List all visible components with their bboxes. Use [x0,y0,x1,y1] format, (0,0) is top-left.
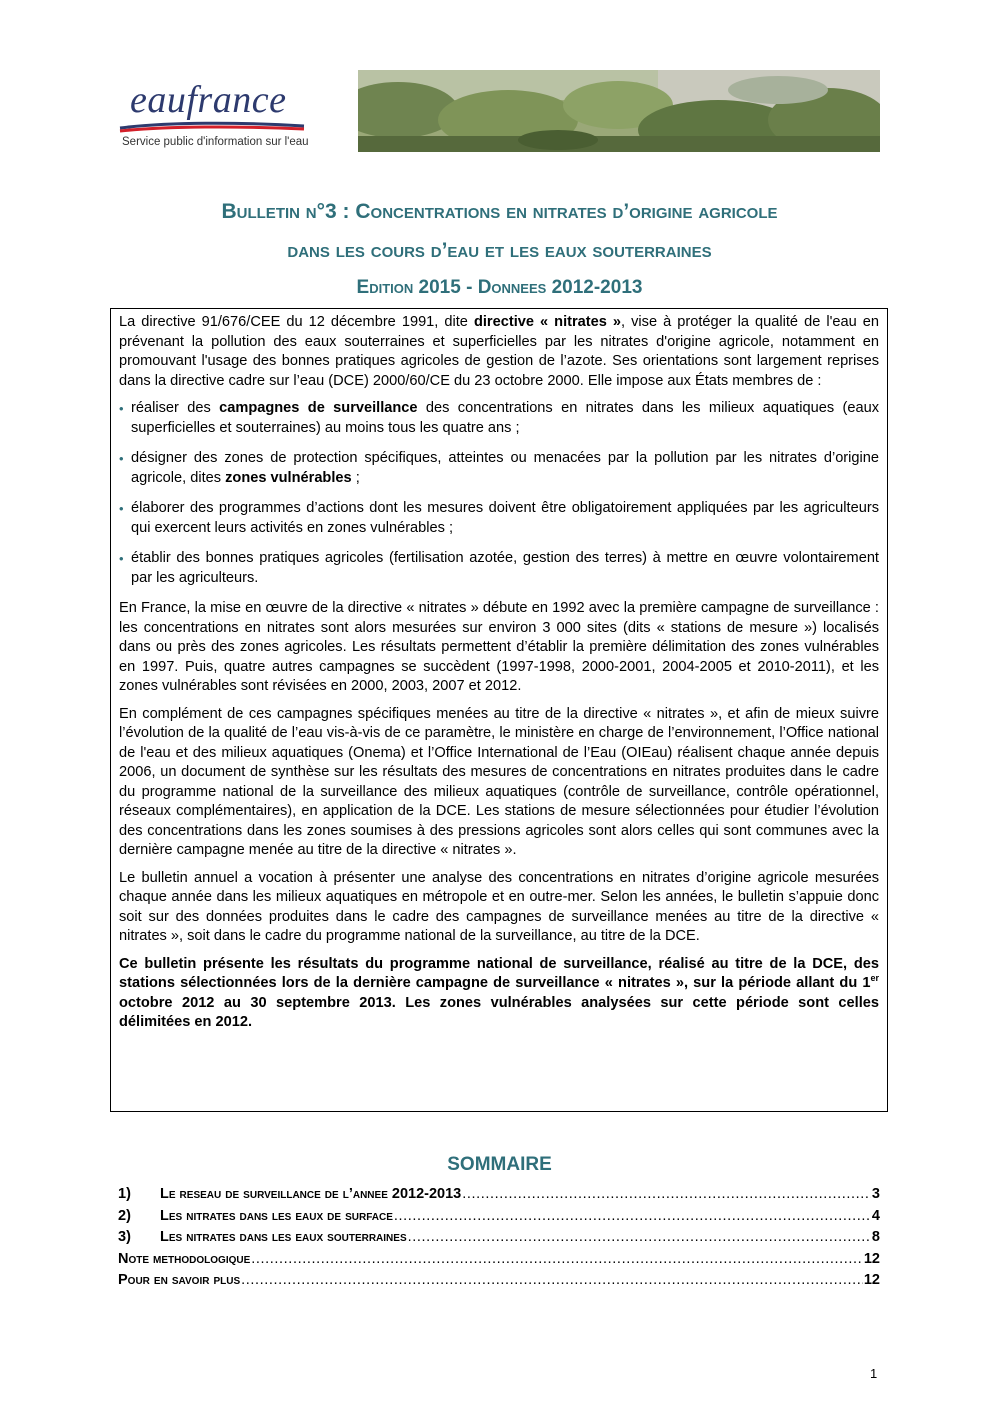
toc-leader [251,1251,863,1267]
landscape-photo [358,70,880,152]
toc-entry-note[interactable]: Note methodologique ..... 12 [118,1251,880,1273]
bulletin-title-line2: dans les cours d’eau et les eaux souterraines [287,239,712,262]
list-item: • élaborer des programmes d’actions dont les mesures doivent être obligatoirement appliquées par les agriculteurs qui exercent leurs activités en zones vulnérables ; [119,500,879,536]
logo-wordmark: eaufrance [130,79,287,121]
toc-entry-3[interactable]: 3) Les nitrates dans les eaux souterraines ..... 8 [118,1229,880,1251]
tricolor-swoosh-icon [118,120,308,134]
bulletin-edition: Edition 2015 - Donnees 2012-2013 [356,277,643,298]
bullet-icon: • [119,501,124,516]
toc-leader [241,1272,863,1288]
introduction-box [110,308,888,1112]
eaufrance-logo [118,72,318,162]
toc-entry-1[interactable]: 1) Le reseau de surveillance de l’annee 2012-2013 ..... 3 [118,1186,880,1208]
synthesis-paragraph: En complément de ces campagnes spécifiques menées au titre de la directive « nitrates », et afin de mieux suivre l’évolution de la qualité de l’eau vis-à-vis de ce paramètre, le ministère en charge de l’environnement, l’Office national de l'eau et des milieux aquatiques (Onema) et l’Office International de l’Eau (OIEau) réalisent chaque année depuis 2006, un document de synthèse sur les résultats des mesures de concentrations en nitrates produites dans le cadre du programme national de la surveillance des milieux aquatiques (contrôle de surveillance, contrôle opérationnel, réseaux complémentaires), en application de la DCE. Les stations de mesure sélectionnées pour étudier l’évolution des concentrations dans les zones soumises à des pressions agricoles sont alors celles qui sont communes avec la dernière campagne menée au titre de la directive « nitrates ». [119,705,879,858]
table-of-contents [118,1186,880,1294]
toc-entry-more[interactable]: Pour en savoir plus ..... 12 [118,1272,880,1294]
toc-leader [462,1186,871,1202]
bullet-icon: • [119,401,124,416]
scope-paragraph: Ce bulletin présente les résultats du programme national de surveillance, réalisé au titre de la DCE, des stations sélectionnées lors de la dernière campagne de surveillance « nitrates », sur la période allant du 1er octobre 2012 au 30 septembre 2013. Les zones vulnérables analysées sur cette période sont celles délimitées en 2012. [119,955,879,1030]
bulletin-title-line1: Bulletin n°3 : Concentrations en nitrates d’origine agricole [221,200,778,223]
list-item: • désigner des zones de protection spécifiques, atteintes ou menacées par la pollution par les nitrates d’origine agricole, dites zones vulnérables ; [119,450,879,486]
list-item: • réaliser des campagnes de surveillance des concentrations en nitrates dans les milieux aquatiques (eaux superficielles et souterraines) au moins tous les quatre ans ; [119,400,879,436]
toc-leader [408,1229,871,1245]
history-paragraph: En France, la mise en œuvre de la directive « nitrates » débute en 1992 avec la première campagne de surveillance : les concentrations en nitrates sont alors mesurées sur environ 3 000 sites (dits « stations de mesure ») localisés dans ou près des zones agricoles. Les résultats permettent d’établir la première délimitation des zones vulnérables en 1997. Puis, quatre autres campagnes se succèdent (1997-1998, 2000-2001, 2004-2005 et 2010-2011), et les zones vulnérables sont révisées en 2000, 2003, 2007 et 2012. [119,600,879,694]
toc-leader [394,1208,871,1224]
page-number: 1 [870,1366,878,1381]
logo-tagline: Service public d'information sur l'eau [122,136,309,148]
list-item: • établir des bonnes pratiques agricoles (fertilisation azotée, gestion des terres) à mettre en œuvre volontairement par les agriculteurs. [119,550,879,586]
bulletin-purpose-paragraph: Le bulletin annuel a vocation à présenter une analyse des concentrations en nitrates d’origine agricole mesurées chaque année dans les milieux aquatiques en métropole et en outre-mer. Selon les années, le bulletin s’appuie donc soit sur des données produites dans le cadre des campagnes de surveillance menées au titre de la directive « nitrates », soit dans le cadre du programme national de la surveillance, au titre de la DCE. [119,869,879,944]
obligations-list [119,399,879,588]
bullet-icon: • [119,551,124,566]
intro-paragraph: La directive 91/676/CEE du 12 décembre 1991, dite directive « nitrates », vise à protéger la qualité de l'eau en prévenant la pollution des eaux souterraines et superficielles par les nitrates d'origine agricole, notamment en promouvant l'usage des bonnes pratiques agricoles de gestion de l’azote. Ses orientations sont largement reprises dans la directive cadre sur l’eau (DCE) 2000/60/CE du 23 octobre 2000. Elle impose aux États membres de : [119,314,879,389]
toc-entry-2[interactable]: 2) Les nitrates dans les eaux de surface ..... 4 [118,1208,880,1230]
bullet-icon: • [119,451,124,466]
sommaire-title: SOMMAIRE [447,1154,552,1175]
